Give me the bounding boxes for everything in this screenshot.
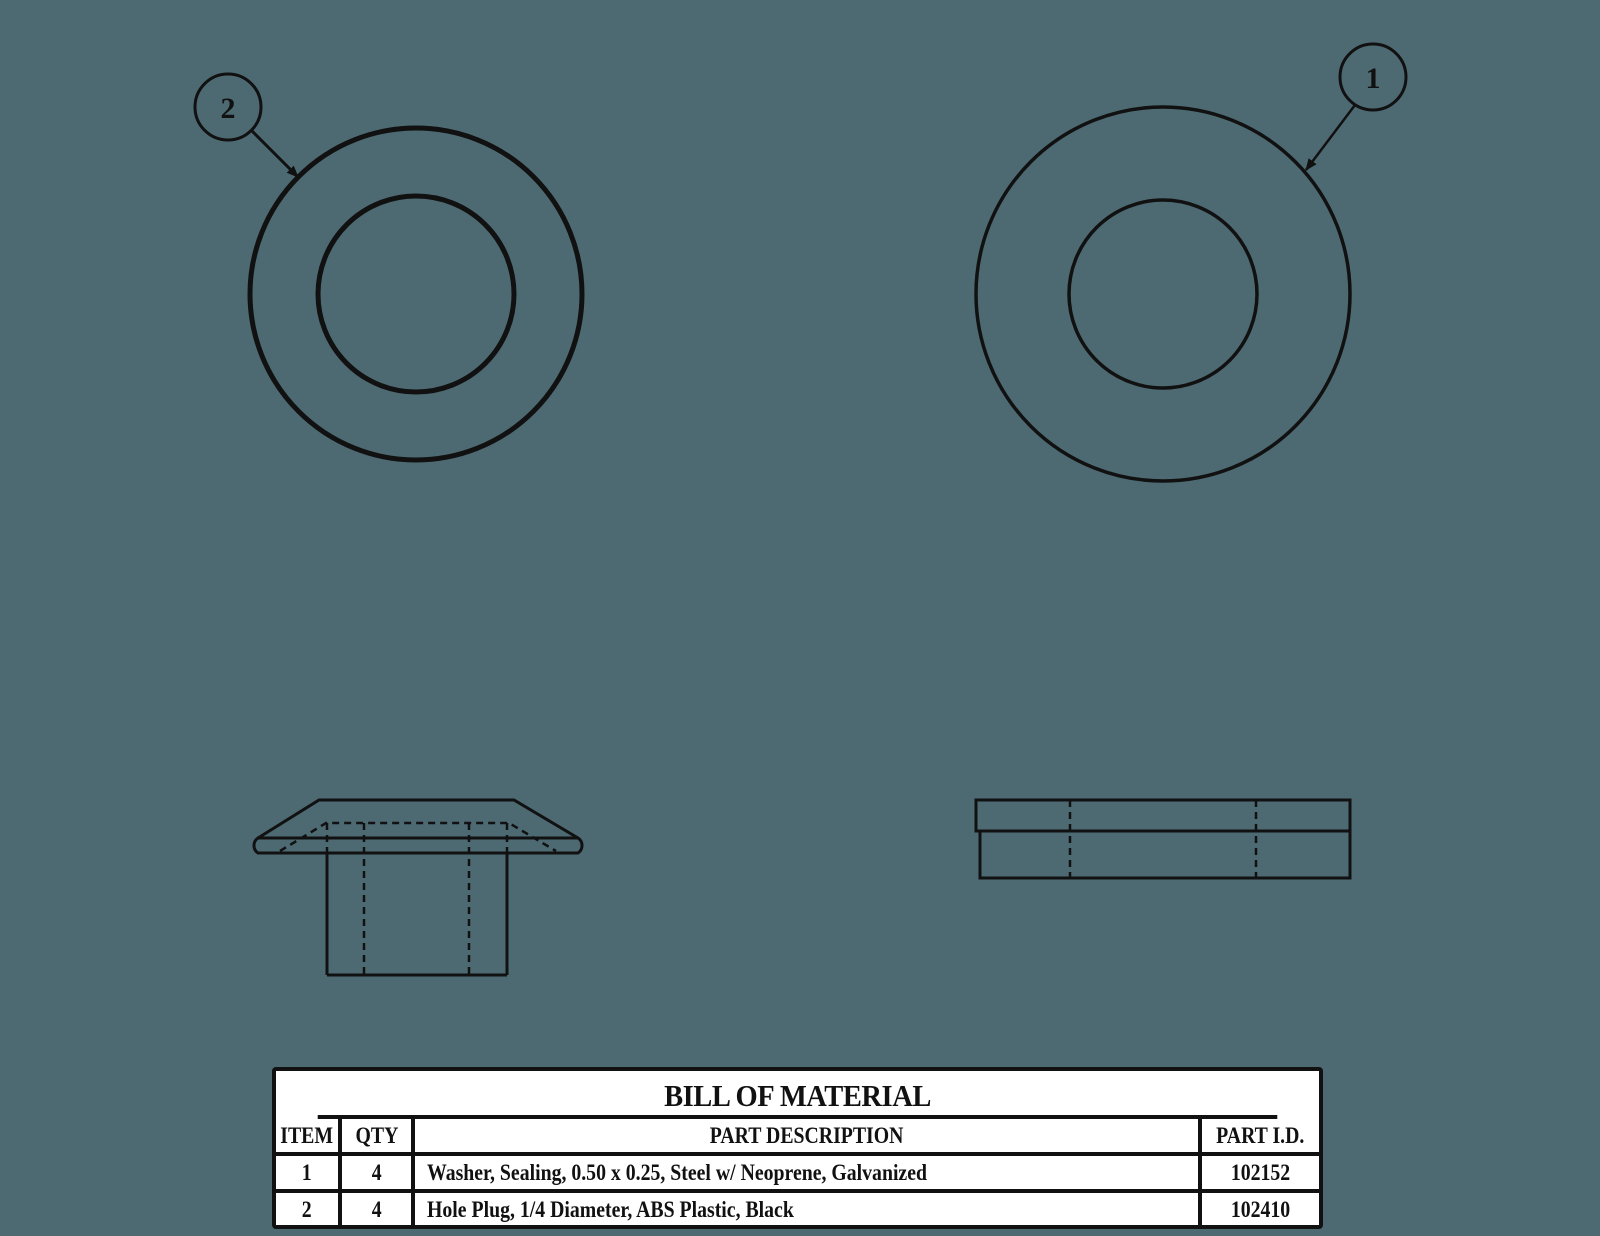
header-description: PART DESCRIPTION bbox=[415, 1119, 1202, 1152]
leader-arrow-icon bbox=[1306, 105, 1355, 170]
washer-side-view bbox=[976, 800, 1350, 878]
cell-item: 1 bbox=[276, 1156, 342, 1189]
bom-title: BILL OF MATERIAL bbox=[318, 1071, 1278, 1119]
header-qty: QTY bbox=[342, 1119, 415, 1152]
cell-part-id: 102410 bbox=[1230, 1197, 1291, 1222]
header-item: ITEM bbox=[276, 1119, 342, 1152]
table-row bbox=[276, 1193, 1319, 1225]
cell-qty: 4 bbox=[342, 1193, 415, 1225]
hole-plug-top-view bbox=[250, 128, 582, 460]
cell-item: 2 bbox=[276, 1193, 342, 1225]
balloon-2 bbox=[195, 74, 298, 177]
washer-top-view bbox=[976, 107, 1350, 481]
cell-description: Hole Plug, 1/4 Diameter, ABS Plastic, Black bbox=[415, 1193, 1202, 1225]
svg-text:2: 2 bbox=[220, 92, 236, 125]
header-part-id: PART I.D. bbox=[1216, 1123, 1305, 1148]
svg-text:1: 1 bbox=[1365, 62, 1381, 95]
bill-of-material-table bbox=[272, 1067, 1323, 1229]
cell-part-id: 102152 bbox=[1230, 1160, 1291, 1185]
hole-plug-side-view bbox=[254, 800, 582, 975]
cell-description: Washer, Sealing, 0.50 x 0.25, Steel w/ Neoprene, Galvanized bbox=[415, 1156, 1202, 1189]
bom-header-row bbox=[276, 1119, 1319, 1156]
balloon-1 bbox=[1306, 44, 1406, 170]
table-row bbox=[276, 1156, 1319, 1193]
cell-qty: 4 bbox=[342, 1156, 415, 1189]
leader-arrow-icon bbox=[251, 130, 298, 177]
